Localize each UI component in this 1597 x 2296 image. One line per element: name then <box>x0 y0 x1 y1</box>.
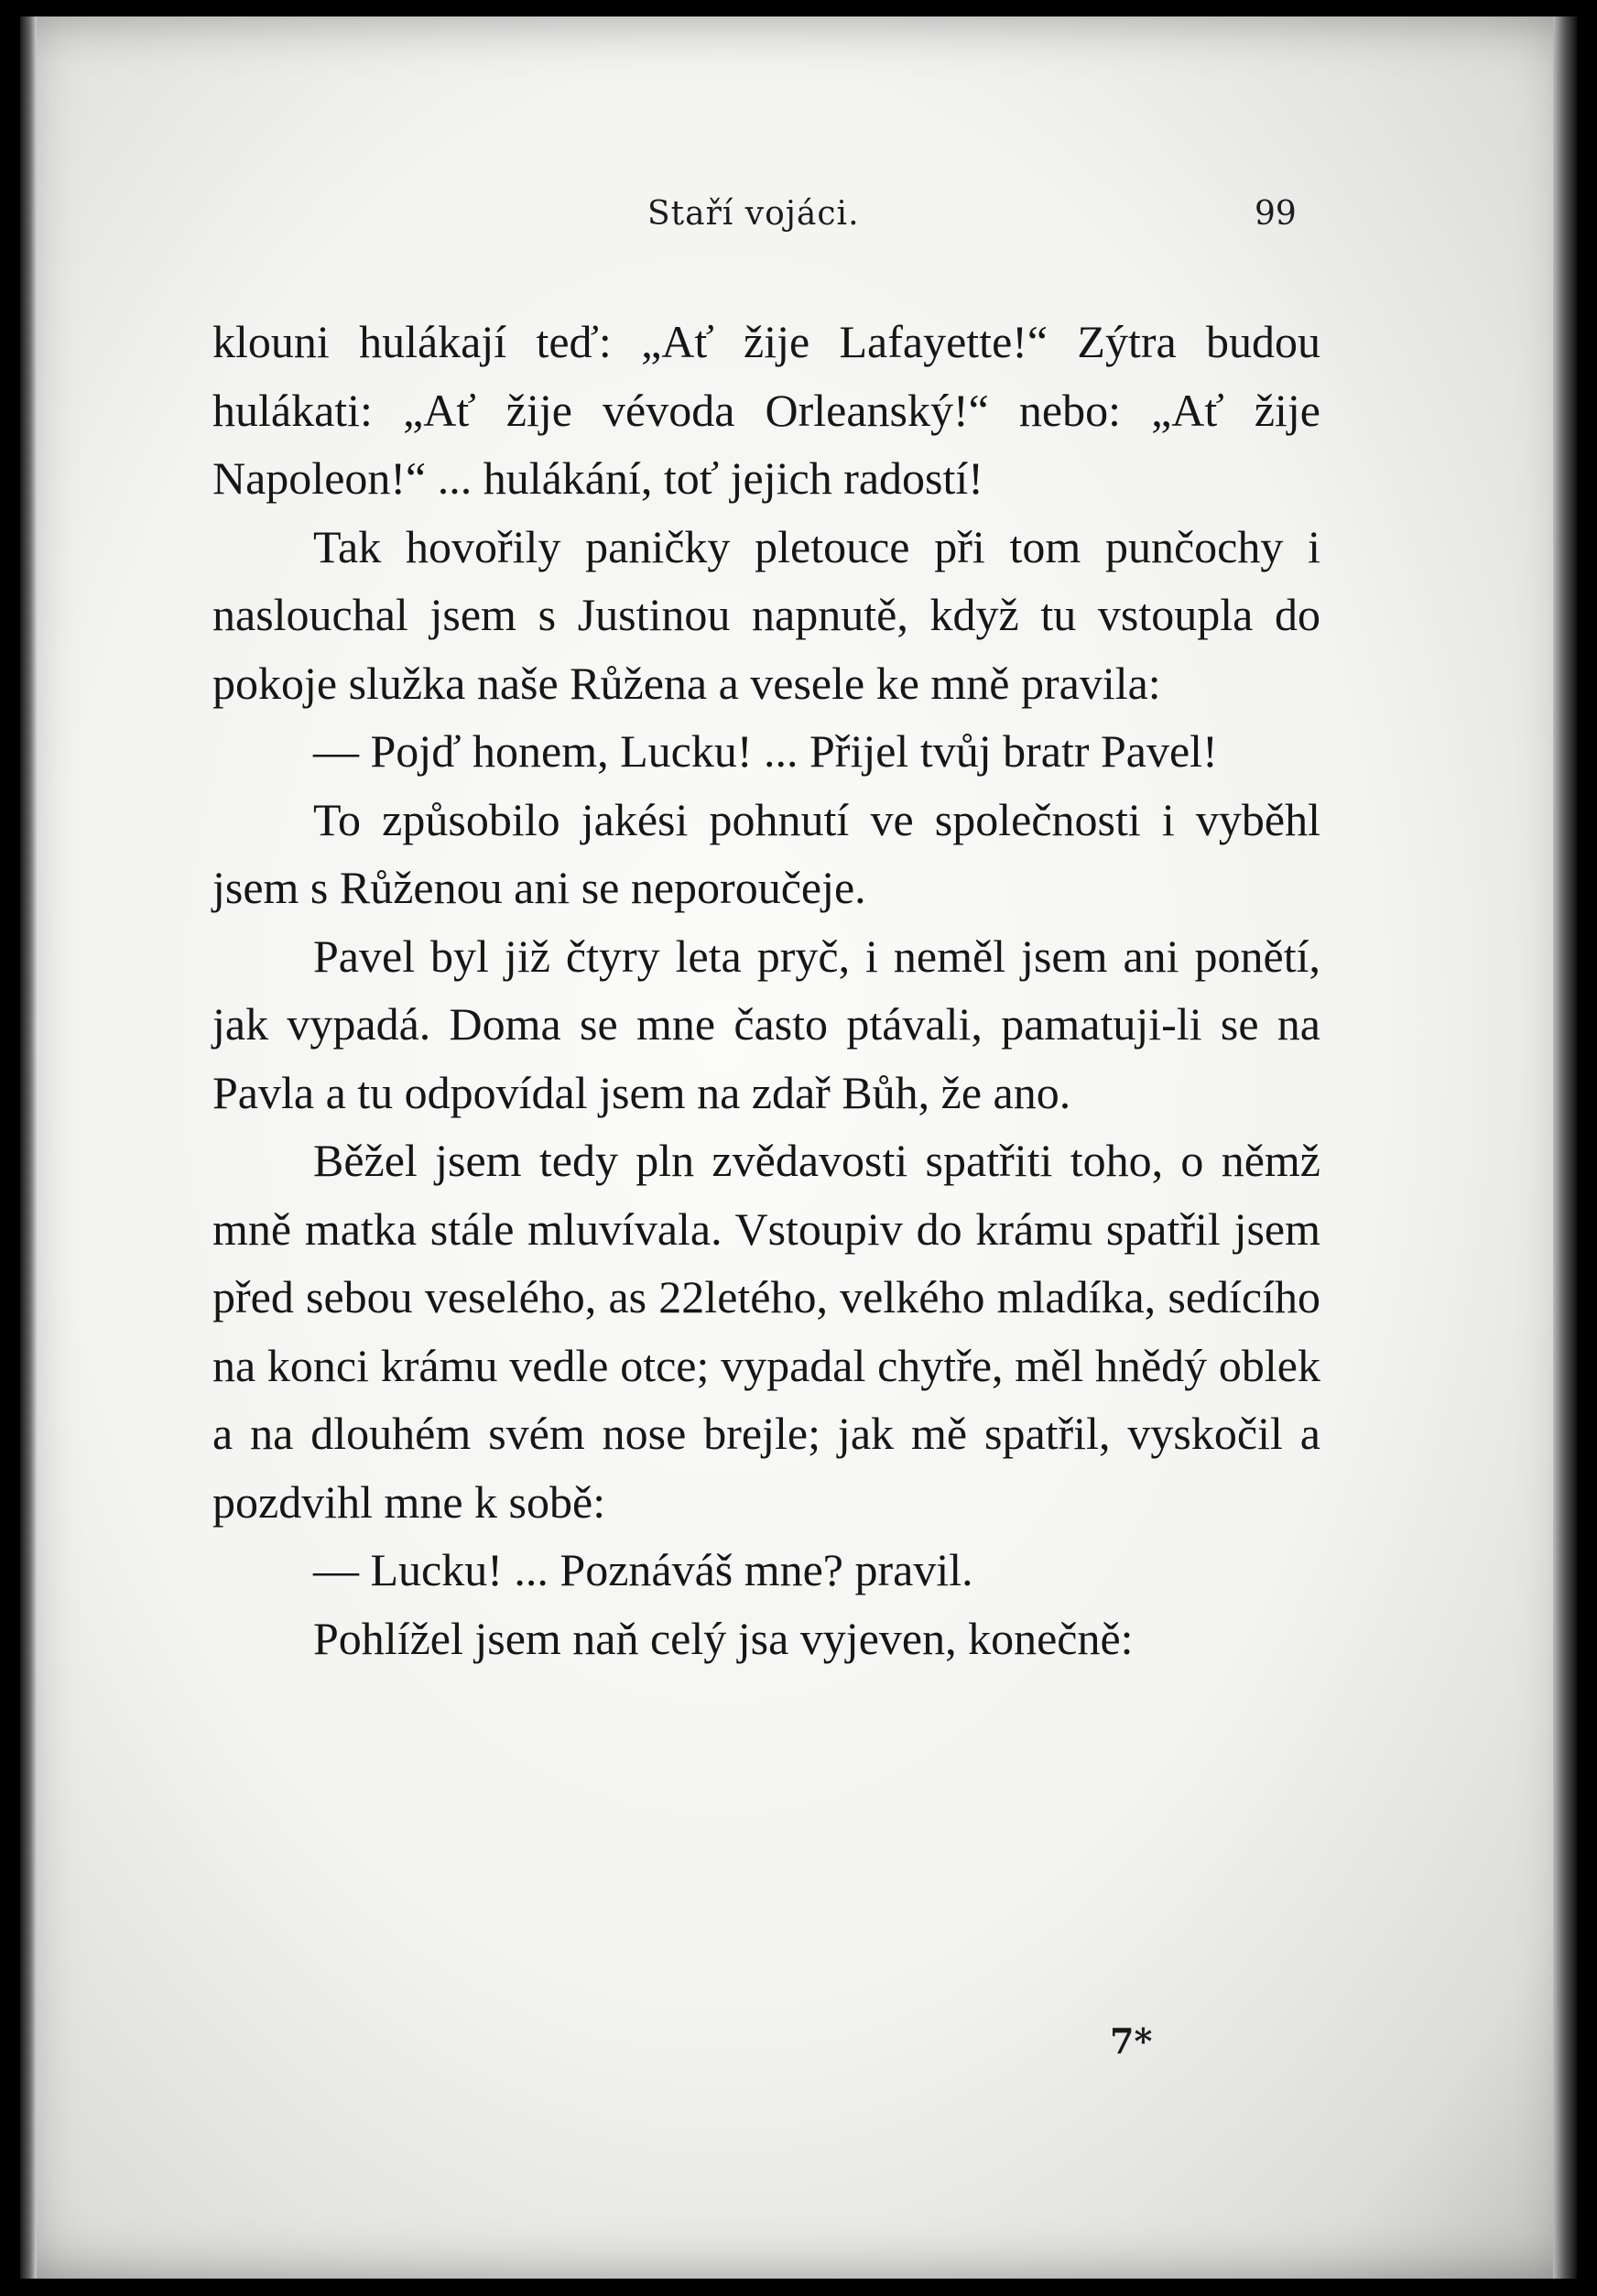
running-title: Staří vojáci. <box>647 195 860 233</box>
body-text <box>212 308 1320 1672</box>
paragraph-7: — Lucku! ... Poznáváš mne? pravil. <box>313 1544 973 1595</box>
paragraph-1: klouni hulákají teď: „Ať žije Lafayette!“ Zýtra budou hulákati: „Ať žije vévoda Orleanský!“ nebo: „Ať žije Napoleon!“ ... hulákání, toť jejich radostí! <box>212 316 1320 504</box>
page-right-edge <box>1553 16 1577 2279</box>
book-page <box>20 16 1577 2279</box>
signature-mark: 7* <box>1110 2020 1153 2062</box>
paragraph-6: Běžel jsem tedy pln zvědavosti spatřiti toho, o němž mně matka stále mluvívala. Vstoupiv do krámu spatřil jsem před sebou veselého, as 22letého, velkého mladíka, sedícího na konci krámu vedle otce; vypadal chytře, měl hnědý oblek a na dlouhém svém nose brejle; jak mě spatřil, vyskočil a pozdvihl mne k sobě: <box>212 1135 1320 1528</box>
paragraph-3: — Pojď honem, Lucku! ... Přijel tvůj bratr Pavel! <box>313 725 1218 777</box>
paragraph-2: Tak hovořily paničky pletouce při tom punčochy i naslouchal jsem s Justinou napnutě, když tu vstoupla do pokoje služka naše Růžena a vesele ke mně pravila: <box>212 520 1320 709</box>
paragraph-8: Pohlížel jsem naň celý jsa vyjeven, konečně: <box>313 1612 1134 1664</box>
paragraph-5: Pavel byl již čtyry leta pryč, i neměl jsem ani ponětí, jak vypadá. Doma se mne často ptávali, pamatuji-li se na Pavla a tu odpovídal jsem na zdař Bůh, že ano. <box>212 930 1320 1118</box>
paragraph-4: To způsobilo jakési pohnutí ve společnosti i vyběhl jsem s Růženou ani se neporoučeje. <box>212 793 1320 913</box>
page-number: 99 <box>1255 195 1297 233</box>
page-left-edge <box>20 16 37 2279</box>
